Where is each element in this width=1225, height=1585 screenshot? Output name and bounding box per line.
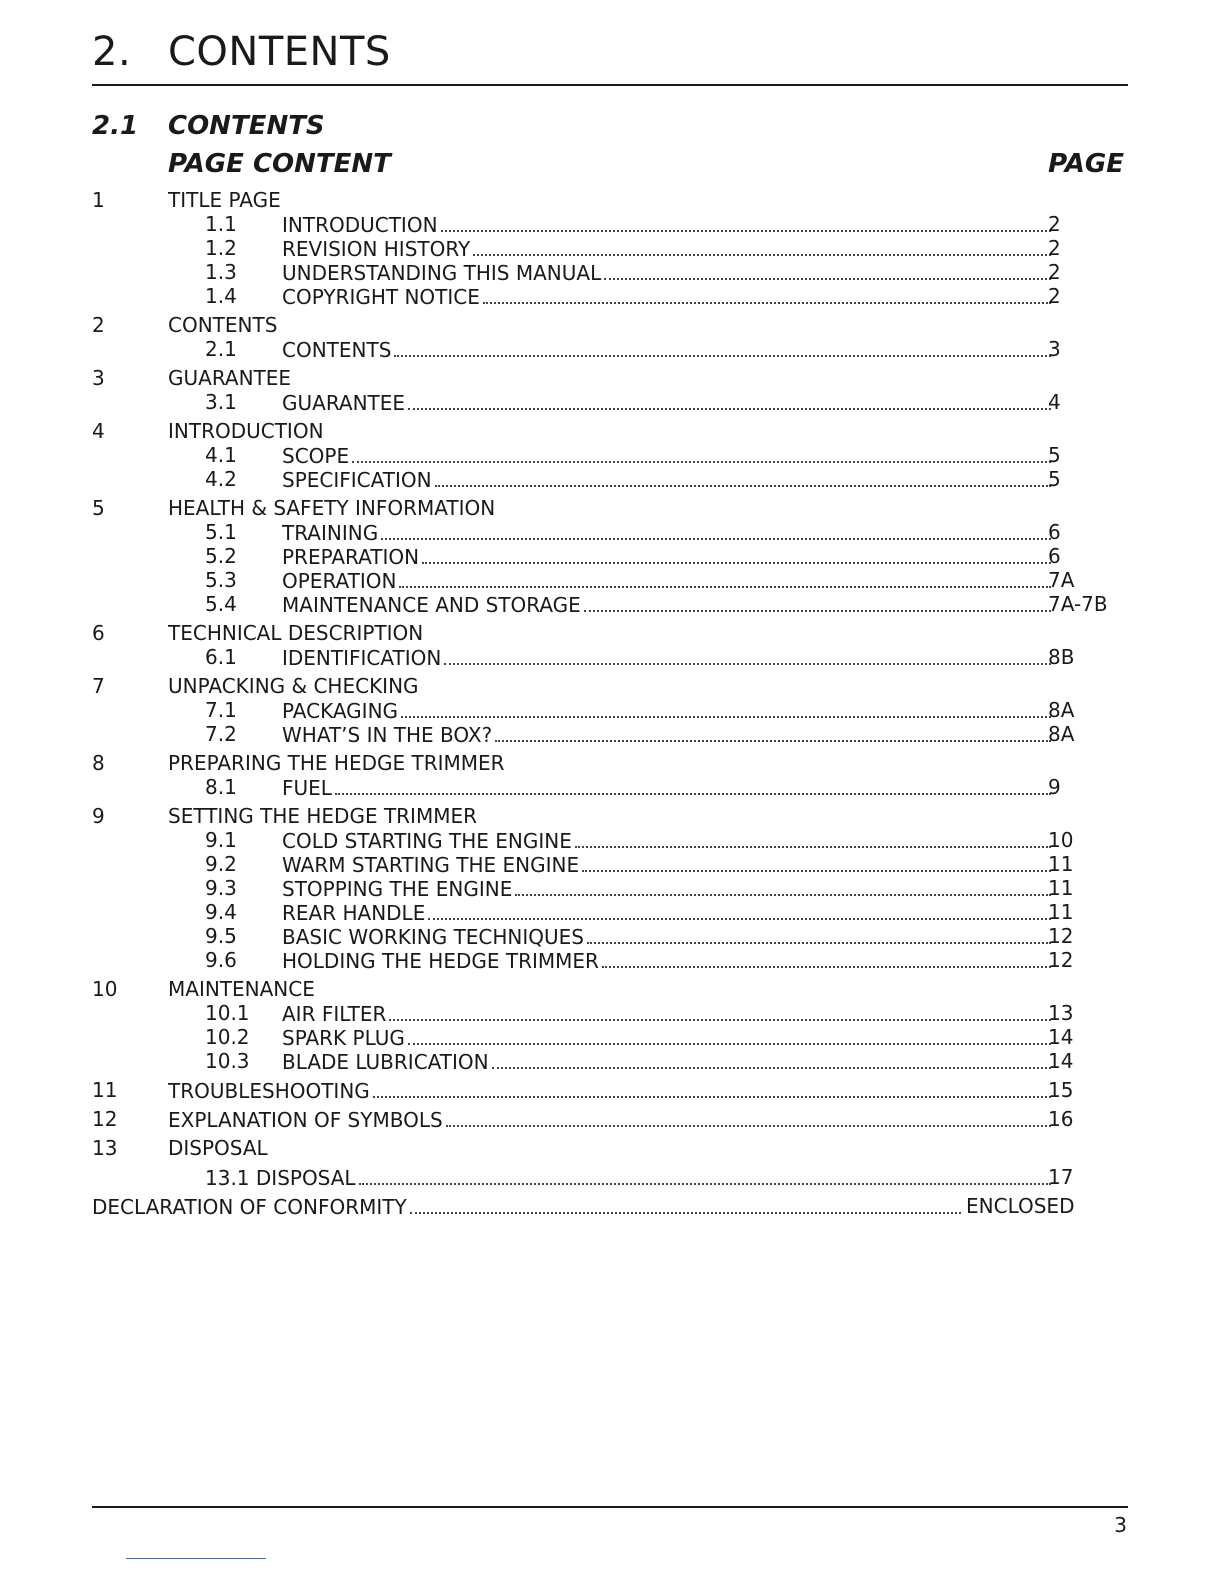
toc-section-row[interactable] [92, 674, 1122, 698]
entry-title: INTRODUCTION [282, 213, 438, 237]
entry-number: 5.2 [205, 544, 237, 568]
section-number: 6 [92, 621, 105, 645]
toc-section [92, 674, 1122, 746]
section-number: 10 [92, 977, 118, 1001]
page-ref: 7A-7B [1048, 592, 1108, 616]
entry-title: REVISION HISTORY [282, 237, 471, 261]
leader-line [282, 337, 1054, 361]
entry-number: 9.5 [205, 924, 237, 948]
leader-line [92, 1194, 964, 1218]
dot-leader [441, 212, 1051, 232]
entry-title: WHAT’S IN THE BOX? [282, 723, 493, 747]
dot-leader [492, 1049, 1051, 1069]
dot-leader [602, 948, 1051, 968]
toc-section [92, 1107, 1122, 1131]
toc-entry-row[interactable] [92, 568, 1122, 592]
section-number: 13 [92, 1136, 118, 1160]
leader-line [282, 775, 1054, 799]
leader-line [282, 900, 1054, 924]
section-title: PREPARING THE HEDGE TRIMMER [168, 751, 505, 775]
bottom-link-underline [126, 1558, 266, 1559]
section-title: UNPACKING & CHECKING [168, 674, 419, 698]
page-ref: 2 [1048, 284, 1061, 308]
section-number: 5 [92, 496, 105, 520]
toc-section-row[interactable] [92, 313, 1122, 337]
dot-leader [582, 852, 1051, 872]
entry-title: HOLDING THE HEDGE TRIMMER [282, 949, 599, 973]
dot-leader [359, 1165, 1051, 1185]
toc-section-row[interactable] [92, 496, 1122, 520]
toc-section [92, 366, 1122, 414]
page-ref: 7A [1048, 568, 1075, 592]
toc-section-row[interactable] [92, 188, 1122, 212]
entry-number: 1.4 [205, 284, 237, 308]
column-header-page: PAGE [1048, 149, 1124, 179]
toc-entry-row[interactable] [92, 212, 1122, 236]
column-headers [168, 146, 1124, 182]
toc-section [92, 1194, 1122, 1218]
dot-leader [408, 1025, 1051, 1045]
toc-section [92, 1136, 1122, 1189]
leader-line [282, 520, 1054, 544]
entry-number: 5.3 [205, 568, 237, 592]
dot-leader [422, 544, 1051, 564]
dot-leader [335, 775, 1051, 795]
page-ref: 8B [1048, 645, 1075, 669]
entry-title: SPARK PLUG [282, 1026, 405, 1050]
entry-number: 3.1 [205, 390, 237, 414]
toc-entry-row[interactable] [92, 544, 1122, 568]
toc-section-row[interactable] [92, 751, 1122, 775]
page-ref: 8A [1048, 698, 1075, 722]
section-number: 1 [92, 188, 105, 212]
entry-number: 5.4 [205, 592, 237, 616]
entry-title: AIR FILTER [282, 1002, 387, 1026]
dot-leader [444, 645, 1051, 665]
leader-line [282, 284, 1054, 308]
leader-line [205, 1165, 1054, 1189]
heading-title: CONTENTS [168, 29, 391, 75]
entry-title: COLD STARTING THE ENGINE [282, 829, 572, 853]
entry-number: 1.2 [205, 236, 237, 260]
entry-number: 4.2 [205, 467, 237, 491]
entry-number: 4.1 [205, 443, 237, 467]
entry-title: PREPARATION [282, 545, 420, 569]
toc-section-row[interactable] [92, 1078, 1122, 1102]
toc-section [92, 313, 1122, 361]
toc-entry-row[interactable] [92, 698, 1122, 722]
entry-title: SCOPE [282, 444, 350, 468]
entry-number: 9.3 [205, 876, 237, 900]
declaration-row[interactable] [92, 1194, 1122, 1218]
entry-number: 8.1 [205, 775, 237, 799]
page-ref: ENCLOSED [966, 1194, 1075, 1218]
entry-number: 1.3 [205, 260, 237, 284]
toc-section-row[interactable] [92, 804, 1122, 828]
page-ref: 11 [1048, 876, 1074, 900]
toc-section [92, 496, 1122, 616]
leader-line [282, 592, 1054, 616]
section-number: 11 [92, 1078, 118, 1102]
page-ref: 2 [1048, 260, 1061, 284]
entry-title: OPERATION [282, 569, 397, 593]
section-number: 7 [92, 674, 105, 698]
page-ref: 15 [1048, 1078, 1074, 1102]
entry-title: FUEL [282, 776, 332, 800]
entry-number: 9.6 [205, 948, 237, 972]
leader-line [282, 1049, 1054, 1073]
leader-line [282, 443, 1054, 467]
section-number: 9 [92, 804, 105, 828]
entry-title: UNDERSTANDING THIS MANUAL [282, 261, 602, 285]
page-ref: 13 [1048, 1001, 1074, 1025]
leader-line [282, 212, 1054, 236]
entry-title: IDENTIFICATION [282, 646, 442, 670]
toc-entry-row[interactable] [92, 467, 1122, 491]
toc-entry-row[interactable] [92, 876, 1122, 900]
toc-section [92, 751, 1122, 799]
entry-number: 9.4 [205, 900, 237, 924]
page-heading [92, 28, 1128, 86]
entry-number: 6.1 [205, 645, 237, 669]
entry-number: 7.1 [205, 698, 237, 722]
entry-title: DECLARATION OF CONFORMITY [92, 1195, 407, 1219]
dot-leader [495, 722, 1051, 742]
toc-section [92, 621, 1122, 669]
entry-title: TROUBLESHOOTING [168, 1079, 370, 1103]
toc-entry-row[interactable] [92, 645, 1122, 669]
entry-title: GUARANTEE [282, 391, 406, 415]
entry-number: 9.2 [205, 852, 237, 876]
page-ref: 8A [1048, 722, 1075, 746]
section-title: SETTING THE HEDGE TRIMMER [168, 804, 478, 828]
toc-entry-row[interactable] [92, 722, 1122, 746]
entry-title: SPECIFICATION [282, 468, 432, 492]
entry-number: 2.1 [205, 337, 237, 361]
entry-number: 5.1 [205, 520, 237, 544]
entry-title: WARM STARTING THE ENGINE [282, 853, 580, 877]
toc-entry-row[interactable] [92, 390, 1122, 414]
toc-entry-row[interactable] [92, 337, 1122, 361]
toc-entry-row[interactable] [92, 775, 1122, 799]
entry-number: 10.3 [205, 1049, 250, 1073]
dot-leader [381, 520, 1051, 540]
page-ref: 3 [1048, 337, 1061, 361]
section-number: 4 [92, 419, 105, 443]
entry-title: MAINTENANCE AND STORAGE [282, 593, 581, 617]
dot-leader [410, 1194, 961, 1214]
entry-title: COPYRIGHT NOTICE [282, 285, 480, 309]
section-title: CONTENTS [168, 313, 278, 337]
page-ref: 12 [1048, 948, 1074, 972]
entry-title: 13.1 DISPOSAL [205, 1166, 356, 1190]
dot-leader [428, 900, 1051, 920]
page-ref: 11 [1048, 900, 1074, 924]
leader-line [282, 924, 1054, 948]
toc-entry-row[interactable] [92, 284, 1122, 308]
dot-leader [389, 1001, 1051, 1021]
dot-leader [401, 698, 1051, 718]
section-title: GUARANTEE [168, 366, 292, 390]
section-title: TECHNICAL DESCRIPTION [168, 621, 424, 645]
toc-section-row[interactable] [92, 1136, 1122, 1160]
dot-leader [483, 284, 1051, 304]
toc-section [92, 977, 1122, 1073]
toc-section [92, 419, 1122, 491]
dot-leader [473, 236, 1051, 256]
toc-entry-row[interactable] [92, 1001, 1122, 1025]
leader-line [168, 1078, 1054, 1102]
page-ref: 12 [1048, 924, 1074, 948]
dot-leader [373, 1078, 1051, 1098]
toc-section-row[interactable] [92, 1107, 1122, 1131]
section-number: 8 [92, 751, 105, 775]
leader-line [282, 1025, 1054, 1049]
page-ref: 6 [1048, 544, 1061, 568]
entry-title: BASIC WORKING TECHNIQUES [282, 925, 584, 949]
entry-number: 10.1 [205, 1001, 250, 1025]
toc-section-row[interactable] [92, 366, 1122, 390]
leader-line [282, 948, 1054, 972]
section-number: 3 [92, 366, 105, 390]
table-of-contents [92, 188, 1122, 1218]
entry-title: TRAINING [282, 521, 379, 545]
leader-line [282, 852, 1054, 876]
dot-leader [584, 592, 1051, 612]
page-ref: 4 [1048, 390, 1061, 414]
entry-title: PACKAGING [282, 699, 399, 723]
toc-entry-row[interactable] [92, 1025, 1122, 1049]
entry-title: EXPLANATION OF SYMBOLS [168, 1108, 443, 1132]
leader-line [282, 828, 1054, 852]
dot-leader [604, 260, 1051, 280]
leader-line [282, 390, 1054, 414]
heading-number: 2. [92, 29, 132, 75]
entry-number: 9.1 [205, 828, 237, 852]
section-title: TITLE PAGE [168, 188, 281, 212]
toc-entry-row[interactable] [92, 948, 1122, 972]
dot-leader [399, 568, 1051, 588]
leader-line [282, 645, 1054, 669]
entry-title: REAR HANDLE [282, 901, 426, 925]
dot-leader [394, 337, 1051, 357]
leader-line [282, 467, 1054, 491]
dot-leader [575, 828, 1051, 848]
dot-leader [587, 924, 1051, 944]
entry-number: 10.2 [205, 1025, 250, 1049]
dot-leader [446, 1107, 1051, 1127]
toc-section-row[interactable] [92, 419, 1122, 443]
entry-number: 1.1 [205, 212, 237, 236]
page-ref: 10 [1048, 828, 1074, 852]
leader-line [282, 544, 1054, 568]
toc-section-row[interactable] [92, 977, 1122, 1001]
toc-entry-row[interactable] [92, 520, 1122, 544]
toc-section [92, 1078, 1122, 1102]
dot-leader [408, 390, 1051, 410]
toc-entry-row[interactable] [92, 260, 1122, 284]
page-ref: 9 [1048, 775, 1061, 799]
toc-entry-row[interactable] [92, 900, 1122, 924]
page-ref: 2 [1048, 236, 1061, 260]
page-ref: 6 [1048, 520, 1061, 544]
leader-line [282, 568, 1054, 592]
toc-section-row[interactable] [92, 621, 1122, 645]
footer-rule [92, 1506, 1128, 1508]
toc-entry-row[interactable] [92, 592, 1122, 616]
leader-line [282, 260, 1054, 284]
toc-entry-row[interactable] [92, 1165, 1122, 1189]
page-ref: 2 [1048, 212, 1061, 236]
entry-number: 7.2 [205, 722, 237, 746]
toc-section [92, 188, 1122, 308]
section-subheading [92, 108, 325, 144]
dot-leader [352, 443, 1051, 463]
page-ref: 11 [1048, 852, 1074, 876]
column-header-content: PAGE CONTENT [168, 149, 391, 179]
subheading-number: 2.1 [92, 111, 139, 141]
section-number: 12 [92, 1107, 118, 1131]
toc-entry-row[interactable] [92, 236, 1122, 260]
section-title: INTRODUCTION [168, 419, 324, 443]
section-title: HEALTH & SAFETY INFORMATION [168, 496, 496, 520]
page-ref: 5 [1048, 467, 1061, 491]
toc-entry-row[interactable] [92, 828, 1122, 852]
toc-section [92, 804, 1122, 972]
page-ref: 17 [1048, 1165, 1074, 1189]
leader-line [282, 698, 1054, 722]
entry-title: CONTENTS [282, 338, 392, 362]
dot-leader [435, 467, 1051, 487]
dot-leader [515, 876, 1051, 896]
leader-line [282, 722, 1054, 746]
entry-title: BLADE LUBRICATION [282, 1050, 489, 1074]
toc-entry-row[interactable] [92, 924, 1122, 948]
section-number: 2 [92, 313, 105, 337]
toc-entry-row[interactable] [92, 852, 1122, 876]
page-number: 3 [1114, 1513, 1127, 1537]
section-title: DISPOSAL [168, 1136, 268, 1160]
subheading-title: CONTENTS [168, 111, 325, 141]
entry-title: STOPPING THE ENGINE [282, 877, 513, 901]
toc-entry-row[interactable] [92, 443, 1122, 467]
leader-line [282, 876, 1054, 900]
page-ref: 16 [1048, 1107, 1074, 1131]
page-ref: 14 [1048, 1025, 1074, 1049]
leader-line [282, 236, 1054, 260]
section-title: MAINTENANCE [168, 977, 315, 1001]
page-ref: 14 [1048, 1049, 1074, 1073]
toc-entry-row[interactable] [92, 1049, 1122, 1073]
leader-line [282, 1001, 1054, 1025]
page-ref: 5 [1048, 443, 1061, 467]
leader-line [168, 1107, 1054, 1131]
